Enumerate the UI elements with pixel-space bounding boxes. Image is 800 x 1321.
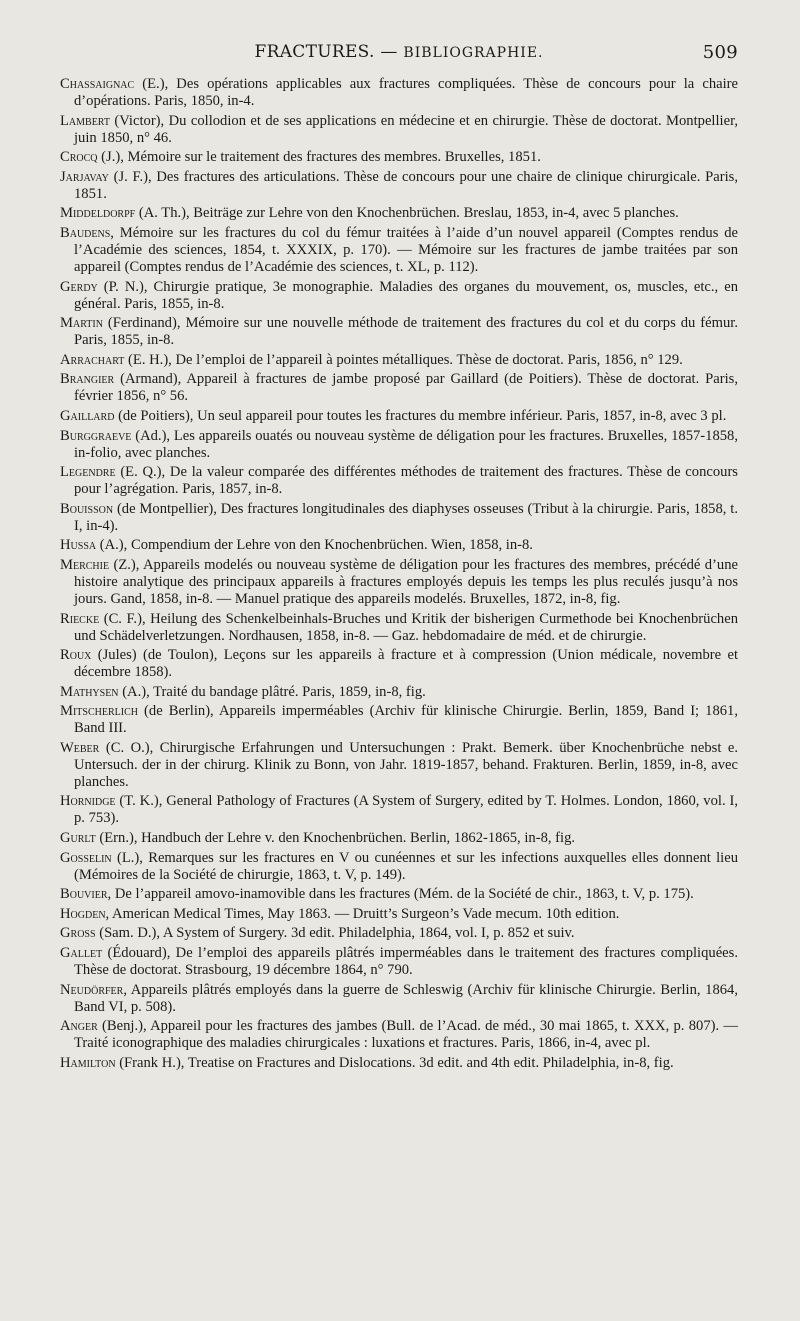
bibliography-entry [60, 850, 738, 884]
bibliography-entry [60, 371, 738, 405]
entry-text: (Armand), Appareil à fractures de jambe proposé par Gaillard (de Poitiers). Thèse de doctorat. Paris, février 1856, n° 56. [74, 371, 738, 405]
entry-text: (Victor), Du collodion et de ses applications en médecine et en chirurgie. Thèse de doctorat. Montpellier, juin 1850, n° 46. [74, 112, 738, 146]
bibliography-entry [60, 225, 738, 276]
bibliography-entry [60, 279, 738, 313]
entry-text: (Frank H.), Treatise on Fractures and Dislocations. 3d edit. and 4th edit. Philadelphia, in-8, fig. [115, 1054, 674, 1071]
entry-text: (de Poitiers), Un seul appareil pour toutes les fractures du membre inférieur. Paris, 1857, in-8, avec 3 pl. [114, 407, 727, 424]
entry-author: Bouisson [60, 500, 114, 517]
entry-author: Lambert [60, 112, 110, 129]
entry-text: (Ern.), Handbuch der Lehre v. den Knochenbrüchen. Berlin, 1862-1865, in-8, fig. [95, 830, 576, 847]
entry-text: (Benj.), Appareil pour les fractures des jambes (Bull. de l’Acad. de méd., 30 mai 1865, t. XXX, p. 807). — Traité iconographique des maladies chirurgicales : luxations et fractures. Paris, 1866, in-4, avec pl. [74, 1018, 738, 1052]
entry-author: Roux [60, 647, 92, 664]
bibliography-entry [60, 611, 738, 645]
running-title-sub: BIBLIOGRAPHIE. [403, 45, 544, 61]
entry-author: Gross [60, 925, 96, 942]
bibliography-entry [60, 169, 738, 203]
entry-author: Hornidge [60, 793, 116, 810]
entry-text: (T. K.), General Pathology of Fractures (A System of Surgery, edited by T. Holmes. London, 1860, vol. I, p. 753). [74, 793, 738, 827]
entry-text: (Ad.), Les appareils ouatés ou nouveau système de déligation pour les fractures. Bruxelles, 1857-1858, in-folio, avec planches. [74, 427, 738, 461]
entry-author: Gosselin [60, 849, 112, 866]
bibliography-entry [60, 925, 738, 942]
entry-author: Burggraeve [60, 427, 132, 444]
bibliography-entry [60, 557, 738, 608]
entry-text: (A.), Traité du bandage plâtré. Paris, 1859, in-8, fig. [118, 683, 426, 700]
entry-text: (Édouard), De l’emploi des appareils plâtrés imperméables dans le traitement des fractures compliquées. Thèse de doctorat. Strasbourg, 19 décembre 1864, n° 790. [74, 945, 738, 979]
entry-text: , American Medical Times, May 1863. — Druitt’s Surgeon’s Vade mecum. 10th edition. [105, 905, 620, 922]
bibliography-entry [60, 315, 738, 349]
entry-author: Brangier [60, 371, 115, 388]
entry-author: Bouvier [60, 886, 108, 903]
entry-author: Gurlt [60, 830, 96, 847]
bibliography-entry [60, 906, 738, 923]
bibliography-entry [60, 408, 738, 425]
entry-text: (E. H.), De l’emploi de l’appareil à pointes métalliques. Thèse de doctorat. Paris, 1856, n° 129. [124, 351, 683, 368]
entry-author: Gerdy [60, 278, 98, 295]
bibliography-entry [60, 1055, 738, 1072]
bibliography-entry [60, 76, 738, 110]
running-title-main: FRACTURES. [254, 42, 375, 62]
entry-text: (E. Q.), De la valeur comparée des différentes méthodes de traitement des fractures. Thèse de concours pour l’agrégation. Paris, 1857, in-8. [74, 464, 738, 498]
entry-text: , De l’appareil amovo-inamovible dans les fractures (Mém. de la Société de chir., 1863, t. V, p. 175). [107, 886, 694, 903]
entry-author: Gaillard [60, 407, 115, 424]
entry-text: (A. Th.), Beiträge zur Lehre von den Knochenbrüchen. Breslau, 1853, in-4, avec 5 planches. [135, 205, 679, 222]
entry-author: Middeldorpf [60, 205, 136, 222]
entry-text: (E.), Des opérations applicables aux fractures compliquées. Thèse de concours pour la chaire d’opérations. Paris, 1850, in-4. [74, 76, 738, 109]
bibliography-entry [60, 684, 738, 701]
entry-author: Gallet [60, 945, 103, 962]
bibliography-entry [60, 982, 738, 1016]
entry-author: Riecke [60, 610, 100, 627]
entry-author: Hussa [60, 537, 97, 554]
page-number: 509 [702, 42, 738, 63]
bibliography-entry [60, 1018, 738, 1052]
bibliography-list [60, 76, 738, 1072]
bibliography-entry [60, 428, 738, 462]
entry-author: Arrachart [60, 351, 125, 368]
bibliography-entry [60, 352, 738, 369]
running-head [60, 42, 738, 70]
bibliography-entry [60, 740, 738, 791]
entry-text: (C. F.), Heilung des Schenkelbeinhals-Bruches und Kritik der bisherigen Curmethode bei Knochenbrüchen und Schädelverletzungen. Nordhausen, 1858, in-8. — Gaz. hebdomadaire de méd. et de chirurgie. [74, 610, 738, 644]
bibliography-entry [60, 945, 738, 979]
bibliography-entry [60, 793, 738, 827]
entry-author: Neudörfer [60, 981, 124, 998]
entry-text: , Mémoire sur les fractures du col du fémur traitées à l’aide d’un nouvel appareil (Comptes rendus de l’Académie des sciences, 1854, t. XXXIX, p. 170). — Mémoire sur les fractures de jambe traitées par son appareil (Comptes rendus de l’Académie des sciences, t. XL, p. 112). [74, 224, 738, 275]
entry-author: Martin [60, 315, 103, 332]
entry-author: Baudens [60, 224, 111, 241]
entry-author: Anger [60, 1018, 98, 1035]
entry-author: Mathysen [60, 683, 119, 700]
entry-text: (Ferdinand), Mémoire sur une nouvelle méthode de traitement des fractures du col et du corps du fémur. Paris, 1855, in-8. [74, 315, 738, 349]
entry-text: (L.), Remarques sur les fractures en V ou cunéennes et sur les infections auxquelles elles donnent lieu (Mémoires de la Société de chirurgie, 1863, t. V, p. 149). [74, 849, 738, 883]
entry-author: Merchie [60, 556, 110, 573]
entry-text: (J. F.), Des fractures des articulations. Thèse de concours pour une chaire de clinique chirurgicale. Paris, 1851. [74, 168, 738, 202]
running-title-dash: — [374, 42, 404, 62]
entry-author: Jarjavay [60, 168, 109, 185]
entry-text: , Appareils plâtrés employés dans la guerre de Schleswig (Archiv für klinische Chirurgie. Berlin, 1864, Band VI, p. 508). [74, 981, 738, 1015]
entry-text: (J.), Mémoire sur le traitement des fractures des membres. Bruxelles, 1851. [97, 149, 541, 166]
bibliography-entry [60, 830, 738, 847]
entry-text: (Z.), Appareils modelés ou nouveau système de déligation pour les fractures des membres, précédé d’une histoire analytique des principaux appareils à fractures employés depuis les temps les plus reculés jusqu’à nos jours. Gand, 1858, in-8. — Manuel pratique des appareils modelés. Bruxelles, 1872, in-8, fig. [74, 556, 738, 607]
bibliography-entry [60, 886, 738, 903]
entry-text: (A.), Compendium der Lehre von den Knochenbrüchen. Wien, 1858, in-8. [96, 537, 533, 554]
bibliography-entry [60, 501, 738, 535]
bibliography-entry [60, 703, 738, 737]
entry-author: Legendre [60, 464, 116, 481]
bibliography-entry [60, 537, 738, 554]
entry-text: (de Berlin), Appareils imperméables (Archiv für klinische Chirurgie. Berlin, 1859, Band I; 1861, Band III. [74, 703, 738, 737]
bibliography-entry [60, 149, 738, 166]
entry-author: Mitscherlich [60, 703, 138, 720]
entry-text: (Jules) (de Toulon), Leçons sur les appareils à fracture et à compression (Union médicale, novembre et décembre 1858). [74, 647, 738, 681]
bibliography-entry [60, 205, 738, 222]
entry-text: (C. O.), Chirurgische Erfahrungen und Untersuchungen : Prakt. Bemerk. über Knochenbrüche nebst e. Untersuch. der in der chirurg. Klinik zu Bonn, von Jahr. 1819-1857, behand. Frakturen. Berlin, 1859, in-8, avec planches. [74, 739, 738, 790]
entry-author: Hogden [60, 905, 106, 922]
entry-text: (de Montpellier), Des fractures longitudinales des diaphyses osseuses (Tribut à la chirurgie. Paris, 1858, t. I, in-4). [74, 500, 738, 534]
entry-text: (P. N.), Chirurgie pratique, 3e monographie. Maladies des organes du mouvement, os, muscles, etc., en général. Paris, 1855, in-8. [74, 278, 738, 312]
entry-author: Chassaignac [60, 76, 135, 92]
bibliography-entry [60, 113, 738, 147]
entry-author: Crocq [60, 149, 98, 166]
bibliography-entry [60, 647, 738, 681]
bibliography-entry [60, 464, 738, 498]
running-title [60, 42, 738, 62]
entry-text: (Sam. D.), A System of Surgery. 3d edit. Philadelphia, 1864, vol. I, p. 852 et suiv. [95, 925, 575, 942]
entry-author: Hamilton [60, 1054, 116, 1071]
entry-author: Weber [60, 739, 100, 756]
